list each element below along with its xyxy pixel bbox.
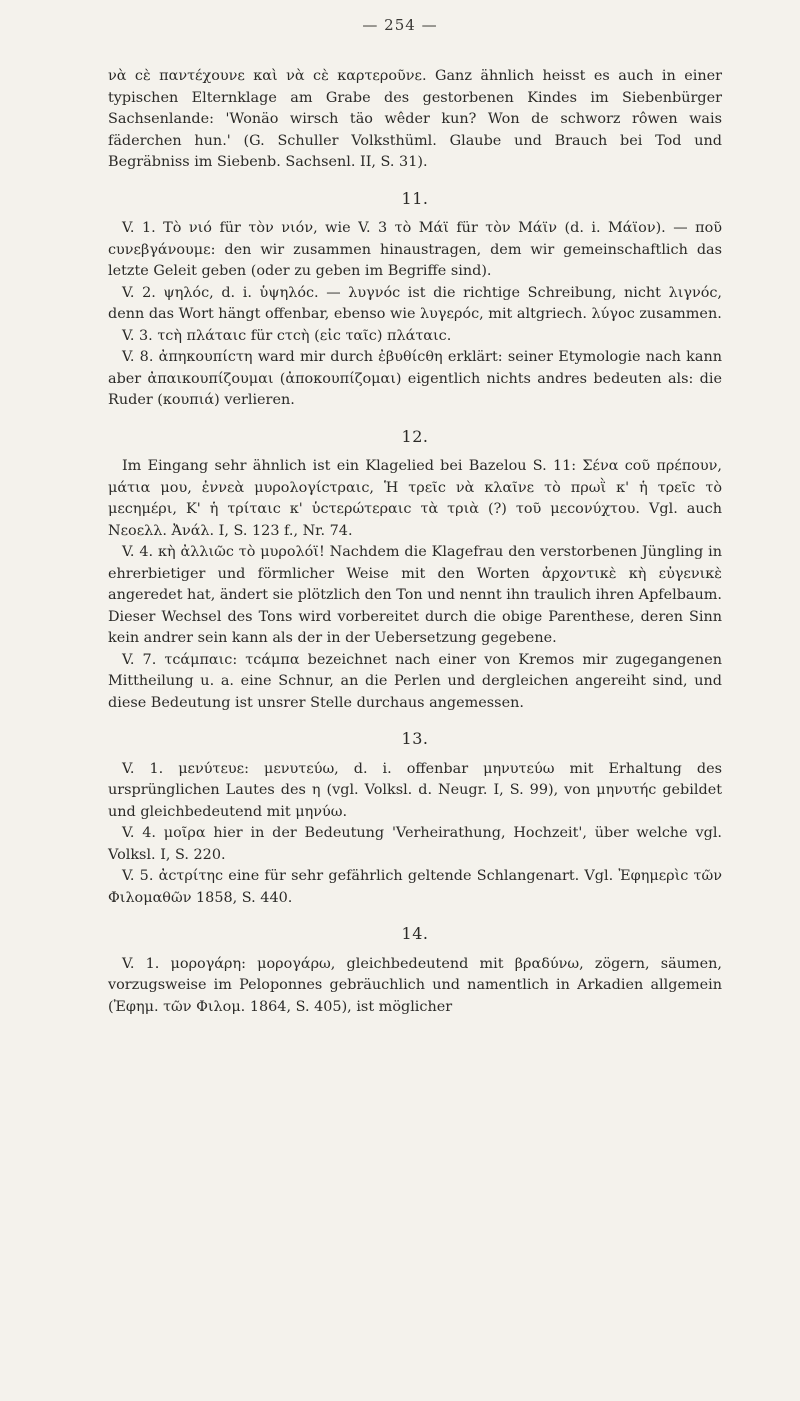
note-14-v1: V. 1. μορογάρη: μορογάρω, gleichbedeutend mit βραδύνω, zögern, säumen, vorzugsweise im Peloponnes gebräuchlich und namentlich in Arkadien allgemein (Ἐφημ. τῶν Φιλομ. 1864, S. 405), ist möglicher — [108, 955, 722, 1015]
note-13-v5: V. 5. ἀcτρίτηc eine für sehr gefährlich geltende Schlangenart. Vgl. Ἐφημερὶc τῶν Φιλομαθῶν 1858, S. 440. — [108, 868, 722, 906]
section-number-13: 13. — [401, 729, 429, 748]
note-11-v1: V. 1. Τὸ νιό für τὸν νιόν, wie V. 3 τὸ Μάϊ für τὸν Μάϊν (d. i. Μάϊον). — ποῦ cυνεβγάνουμε: den wir zusammen hinaustragen, dem wir gemeinschaftlich das letzte Geleit geben (oder zu geben im Begriffe sind). — [108, 220, 722, 279]
intro-paragraph: νὰ cὲ παντέχουνε καὶ νὰ cὲ καρτεροῦνε. Ganz ähnlich heisst es auch in einer typischen Elternklage am Grabe des gestorbenen Kindes im Siebenbürger Sachsenlande: 'Wonäo wirsch täo wêder kun? Won de schworz rôwen wais fäderchen hun.' (G. Schuller Volksthüml. Glaube und Brauch bei Tod und Begräbniss im Siebenb. Sachsenl. II, S. 31). — [108, 68, 722, 170]
note-13-v4: V. 4. μοῖρα hier in der Bedeutung 'Verheirathung, Hochzeit', über welche vgl. Volksl. I, S. 220. — [108, 825, 722, 863]
section-number-12: 12. — [401, 426, 429, 446]
note-11-v3: V. 3. τcὴ πλάταιc für cτcὴ (εἰc ταῖc) πλάταιc. — [122, 327, 452, 344]
note-12-intro: Im Eingang sehr ähnlich ist ein Klagelied bei Bazelou S. 11: Σένα cοῦ πρέπουν, μάτια μου, ἐννεὰ μυρολογίcτραιc, Ἡ τρεῖc νὰ κλαῖνε τὸ πρωῒ κ' ἡ τρεῖc τὸ μεcημέρι, Κ' ἡ τρίταιc κ' ὑcτερώτεραιc τὰ τριὰ (?) τοῦ μεcονύχτου. Vgl. auch Νεοελλ. Ἀνάλ. I, S. 123 f., Nr. 74. — [108, 458, 722, 539]
note-12-v4: V. 4. κὴ ἀλλιῶc τὸ μυρολόϊ! Nachdem die Klagefrau den verstorbenen Jüngling in ehrerbietiger und förmlicher Weise mit den Worten ἀρχοντικὲ κὴ εὐγενικὲ angeredet hat, ändert sie plötzlich den Ton und nennt ihn traulich ihren Apfelbaum. Dieser Wechsel des Tons wird vorbereitet durch die obige Parenthese, deren Sinn kein andrer sein kann als der in der Uebersetzung gegebene. — [108, 544, 723, 646]
note-12-v7: V. 7. τcάμπαιc: τcάμπα bezeichnet nach einer von Kremos mir zugegangenen Mittheilung u. a. eine Schnur, an die Perlen und dergleichen angereiht sind, und diese Bedeutung ist unsrer Stelle durchaus angemessen. — [108, 651, 722, 711]
section-number-11: 11. — [401, 188, 429, 208]
page-content — [108, 66, 722, 1018]
page-number: — 254 — — [362, 16, 438, 34]
note-11-v2: V. 2. ψηλόc, d. i. ὑψηλόc. — λυγνόc ist die richtige Schreibung, nicht λιγνόc, denn das Wort hängt offenbar, ebenso wie λυγερόc, mit altgriech. λύγοc zusammen. — [108, 284, 722, 322]
note-13-v1: V. 1. μενύτευε: μενυτεύω, d. i. offenbar μηνυτεύω mit Erhaltung des ursprünglichen Lautes des η (vgl. Volksl. d. Neugr. I, S. 99), von μηνυτήc gebildet und gleichbedeutend mit μηνύω. — [108, 760, 722, 820]
note-11-v8: V. 8. ἀπηκουπίcτη ward mir durch ἐβυθίcθη erklärt: seiner Etymologie nach kann aber ἀπαικουπίζουμαι (ἀποκουπίζομαι) eigentlich nichts andres bedeuten als: die Ruder (κουπιά) verlieren. — [108, 349, 722, 408]
section-number-14: 14. — [401, 924, 429, 943]
